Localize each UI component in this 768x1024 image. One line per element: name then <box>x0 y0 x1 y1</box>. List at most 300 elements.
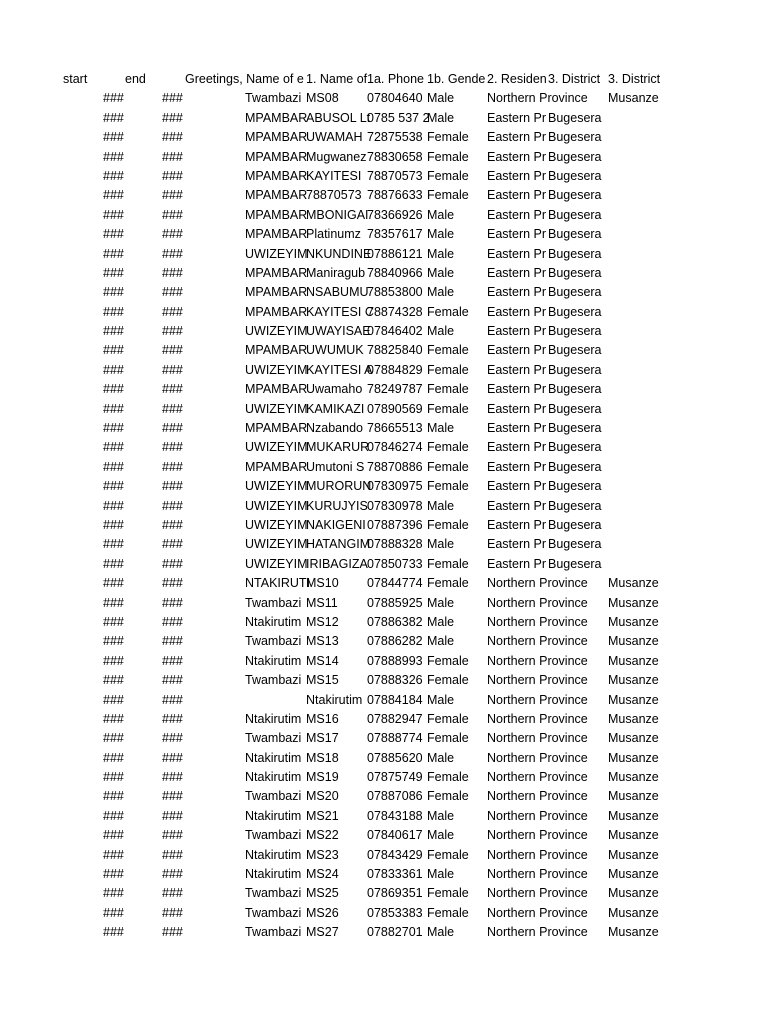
cell-start[interactable]: ### <box>103 847 124 862</box>
cell-district[interactable]: Musanze <box>608 789 659 804</box>
cell-start[interactable]: ### <box>103 905 124 920</box>
cell-start[interactable]: ### <box>103 362 124 377</box>
cell-name-2[interactable]: Ntakirutim <box>306 692 363 707</box>
cell-district[interactable]: Musanze <box>608 808 659 823</box>
cell-gender[interactable]: Male <box>427 324 455 339</box>
cell-start[interactable]: ### <box>103 789 124 804</box>
cell-name[interactable]: MPAMBAR <box>245 130 308 145</box>
cell-district[interactable]: Musanze <box>608 595 659 610</box>
cell-end[interactable]: ### <box>162 925 183 940</box>
cell-end[interactable]: ### <box>162 750 183 765</box>
cell-name-2[interactable]: KURUJYIS <box>306 498 368 513</box>
cell-residence[interactable]: Northern Province <box>487 808 588 823</box>
cell-end[interactable]: ### <box>162 130 183 145</box>
cell-gender[interactable]: Male <box>427 537 455 552</box>
cell-end[interactable]: ### <box>162 110 183 125</box>
cell-name[interactable]: UWIZEYIM <box>245 324 308 339</box>
header-start[interactable]: start <box>63 72 88 86</box>
cell-end[interactable]: ### <box>162 265 183 280</box>
cell-name[interactable]: Twambazi <box>245 634 302 649</box>
cell-start[interactable]: ### <box>103 304 124 319</box>
cell-gender[interactable]: Female <box>427 401 469 416</box>
cell-district[interactable]: Bugesera <box>548 130 602 145</box>
cell-end[interactable]: ### <box>162 537 183 552</box>
cell-start[interactable]: ### <box>103 130 124 145</box>
cell-name[interactable]: Ntakirutim <box>245 808 302 823</box>
cell-name-2[interactable]: MS15 <box>306 673 339 688</box>
cell-end[interactable]: ### <box>162 614 183 629</box>
cell-residence[interactable]: Northern Province <box>487 867 588 882</box>
cell-name-2[interactable]: MS16 <box>306 711 339 726</box>
cell-phone[interactable]: 78825840 <box>367 343 423 358</box>
cell-district[interactable]: Bugesera <box>548 343 602 358</box>
cell-district[interactable]: Musanze <box>608 770 659 785</box>
cell-residence[interactable]: Eastern Pr <box>487 265 547 280</box>
cell-name-2[interactable]: MS24 <box>306 867 339 882</box>
cell-end[interactable]: ### <box>162 673 183 688</box>
cell-gender[interactable]: Male <box>427 498 455 513</box>
cell-name-2[interactable]: KAMIKAZI <box>306 401 365 416</box>
cell-district[interactable]: Bugesera <box>548 498 602 513</box>
cell-phone[interactable]: 07846274 <box>367 440 423 455</box>
cell-phone[interactable]: 78870573 <box>367 168 423 183</box>
cell-district[interactable]: Bugesera <box>548 265 602 280</box>
cell-gender[interactable]: Male <box>427 692 455 707</box>
cell-start[interactable]: ### <box>103 421 124 436</box>
cell-gender[interactable]: Female <box>427 168 469 183</box>
cell-gender[interactable]: Male <box>427 634 455 649</box>
cell-end[interactable]: ### <box>162 188 183 203</box>
cell-phone[interactable]: 78874328 <box>367 304 423 319</box>
cell-district[interactable]: Musanze <box>608 614 659 629</box>
cell-name[interactable]: UWIZEYIM <box>245 498 308 513</box>
cell-district[interactable]: Bugesera <box>548 556 602 571</box>
cell-name-2[interactable]: MS12 <box>306 614 339 629</box>
cell-district[interactable]: Bugesera <box>548 285 602 300</box>
cell-name-2[interactable]: HATANGIM <box>306 537 371 552</box>
cell-gender[interactable]: Female <box>427 905 469 920</box>
cell-phone[interactable]: 78853800 <box>367 285 423 300</box>
cell-residence[interactable]: Eastern Pr <box>487 227 547 242</box>
cell-start[interactable]: ### <box>103 808 124 823</box>
cell-name-2[interactable]: UWUMUK <box>306 343 364 358</box>
cell-phone[interactable]: 07886382 <box>367 614 423 629</box>
cell-end[interactable]: ### <box>162 479 183 494</box>
cell-gender[interactable]: Female <box>427 459 469 474</box>
cell-name[interactable]: MPAMBAR <box>245 285 308 300</box>
cell-gender[interactable]: Female <box>427 556 469 571</box>
cell-end[interactable]: ### <box>162 459 183 474</box>
cell-name-2[interactable]: MS17 <box>306 731 339 746</box>
cell-phone[interactable]: 07840617 <box>367 828 423 843</box>
cell-residence[interactable]: Eastern Pr <box>487 324 547 339</box>
cell-name[interactable]: Twambazi <box>245 673 302 688</box>
cell-name[interactable]: UWIZEYIM <box>245 479 308 494</box>
cell-name[interactable]: MPAMBAR <box>245 382 308 397</box>
cell-district[interactable]: Musanze <box>608 634 659 649</box>
cell-phone[interactable]: 78840966 <box>367 265 423 280</box>
cell-phone[interactable]: 78876633 <box>367 188 423 203</box>
cell-name-2[interactable]: Umutoni S <box>306 459 365 474</box>
cell-name[interactable]: MPAMBAR <box>245 149 308 164</box>
cell-district[interactable]: Musanze <box>608 673 659 688</box>
cell-phone[interactable]: 07843188 <box>367 808 423 823</box>
cell-phone[interactable]: 07888993 <box>367 653 423 668</box>
cell-end[interactable]: ### <box>162 789 183 804</box>
cell-gender[interactable]: Female <box>427 304 469 319</box>
cell-phone[interactable]: 07887086 <box>367 789 423 804</box>
cell-name[interactable]: Twambazi <box>245 905 302 920</box>
cell-start[interactable]: ### <box>103 925 124 940</box>
cell-end[interactable]: ### <box>162 595 183 610</box>
cell-end[interactable]: ### <box>162 149 183 164</box>
cell-district[interactable]: Bugesera <box>548 324 602 339</box>
cell-district[interactable]: Bugesera <box>548 421 602 436</box>
cell-residence[interactable]: Eastern Pr <box>487 440 547 455</box>
cell-start[interactable]: ### <box>103 576 124 591</box>
header-end[interactable]: end <box>125 72 146 86</box>
cell-gender[interactable]: Male <box>427 91 455 106</box>
cell-start[interactable]: ### <box>103 556 124 571</box>
cell-residence[interactable]: Eastern Pr <box>487 168 547 183</box>
cell-phone[interactable]: 07885925 <box>367 595 423 610</box>
cell-residence[interactable]: Eastern Pr <box>487 382 547 397</box>
cell-district[interactable]: Bugesera <box>548 188 602 203</box>
cell-name-2[interactable]: NKUNDINE <box>306 246 372 261</box>
cell-name-2[interactable]: MS20 <box>306 789 339 804</box>
cell-end[interactable]: ### <box>162 653 183 668</box>
cell-end[interactable]: ### <box>162 168 183 183</box>
cell-start[interactable]: ### <box>103 750 124 765</box>
cell-name-2[interactable]: KAYITESI C <box>306 304 374 319</box>
cell-name-2[interactable]: MS08 <box>306 91 339 106</box>
cell-gender[interactable]: Male <box>427 285 455 300</box>
cell-name-2[interactable]: Mugwanez <box>306 149 367 164</box>
cell-start[interactable]: ### <box>103 479 124 494</box>
cell-gender[interactable]: Female <box>427 188 469 203</box>
cell-residence[interactable]: Eastern Pr <box>487 304 547 319</box>
cell-name-2[interactable]: Uwamaho <box>306 382 363 397</box>
cell-start[interactable]: ### <box>103 517 124 532</box>
cell-residence[interactable]: Northern Province <box>487 673 588 688</box>
cell-name[interactable]: Twambazi <box>245 886 302 901</box>
cell-phone[interactable]: 07853383 <box>367 905 423 920</box>
cell-name[interactable]: Ntakirutim <box>245 750 302 765</box>
cell-district[interactable]: Bugesera <box>548 110 602 125</box>
cell-name[interactable]: MPAMBAR <box>245 188 308 203</box>
cell-name-2[interactable]: ABUSOL Lt <box>306 110 371 125</box>
cell-residence[interactable]: Northern Province <box>487 731 588 746</box>
cell-end[interactable]: ### <box>162 770 183 785</box>
cell-phone[interactable]: 07850733 <box>367 556 423 571</box>
cell-name[interactable]: Twambazi <box>245 731 302 746</box>
cell-end[interactable]: ### <box>162 207 183 222</box>
cell-gender[interactable]: Female <box>427 673 469 688</box>
cell-start[interactable]: ### <box>103 459 124 474</box>
cell-district[interactable]: Musanze <box>608 91 659 106</box>
cell-phone[interactable]: 07844774 <box>367 576 423 591</box>
cell-start[interactable]: ### <box>103 886 124 901</box>
cell-residence[interactable]: Eastern Pr <box>487 343 547 358</box>
cell-name[interactable]: UWIZEYIM <box>245 440 308 455</box>
cell-phone[interactable]: 07804640 <box>367 91 423 106</box>
cell-district[interactable]: Bugesera <box>548 207 602 222</box>
cell-phone[interactable]: 07886121 <box>367 246 423 261</box>
cell-gender[interactable]: Male <box>427 808 455 823</box>
cell-gender[interactable]: Female <box>427 847 469 862</box>
cell-name[interactable]: MPAMBAR <box>245 343 308 358</box>
cell-name[interactable]: MPAMBAR <box>245 459 308 474</box>
cell-residence[interactable]: Eastern Pr <box>487 207 547 222</box>
cell-name[interactable]: MPAMBAR <box>245 421 308 436</box>
cell-name[interactable]: MPAMBAR <box>245 110 308 125</box>
cell-phone[interactable]: 07887396 <box>367 517 423 532</box>
cell-end[interactable]: ### <box>162 692 183 707</box>
header-name-of[interactable]: 1. Name of <box>306 72 368 86</box>
cell-gender[interactable]: Female <box>427 711 469 726</box>
cell-district[interactable]: Musanze <box>608 653 659 668</box>
cell-gender[interactable]: Female <box>427 130 469 145</box>
cell-residence[interactable]: Northern Province <box>487 770 588 785</box>
cell-end[interactable]: ### <box>162 847 183 862</box>
cell-phone[interactable]: 07833361 <box>367 867 423 882</box>
cell-end[interactable]: ### <box>162 517 183 532</box>
header-district-2[interactable]: 3. District <box>608 72 661 86</box>
cell-name[interactable]: MPAMBAR <box>245 304 308 319</box>
cell-residence[interactable]: Eastern Pr <box>487 517 547 532</box>
cell-end[interactable]: ### <box>162 421 183 436</box>
cell-start[interactable]: ### <box>103 343 124 358</box>
cell-residence[interactable]: Northern Province <box>487 828 588 843</box>
cell-district[interactable]: Bugesera <box>548 227 602 242</box>
cell-gender[interactable]: Female <box>427 440 469 455</box>
cell-district[interactable]: Bugesera <box>548 517 602 532</box>
cell-name-2[interactable]: IRIBAGIZA <box>306 556 368 571</box>
cell-end[interactable]: ### <box>162 828 183 843</box>
cell-gender[interactable]: Female <box>427 886 469 901</box>
cell-start[interactable]: ### <box>103 401 124 416</box>
cell-residence[interactable]: Eastern Pr <box>487 149 547 164</box>
cell-district[interactable]: Bugesera <box>548 168 602 183</box>
cell-phone[interactable]: 07882947 <box>367 711 423 726</box>
cell-end[interactable]: ### <box>162 867 183 882</box>
cell-start[interactable]: ### <box>103 246 124 261</box>
cell-name-2[interactable]: MS25 <box>306 886 339 901</box>
cell-district[interactable]: Bugesera <box>548 537 602 552</box>
cell-start[interactable]: ### <box>103 867 124 882</box>
cell-residence[interactable]: Eastern Pr <box>487 459 547 474</box>
cell-name[interactable]: Twambazi <box>245 595 302 610</box>
cell-end[interactable]: ### <box>162 343 183 358</box>
cell-name[interactable]: UWIZEYIM <box>245 556 308 571</box>
cell-residence[interactable]: Northern Province <box>487 692 588 707</box>
cell-end[interactable]: ### <box>162 711 183 726</box>
cell-name[interactable]: UWIZEYIM <box>245 362 308 377</box>
cell-district[interactable]: Musanze <box>608 828 659 843</box>
cell-residence[interactable]: Eastern Pr <box>487 498 547 513</box>
cell-name[interactable]: MPAMBAR <box>245 227 308 242</box>
cell-gender[interactable]: Female <box>427 382 469 397</box>
cell-end[interactable]: ### <box>162 285 183 300</box>
cell-name-2[interactable]: MURORUN <box>306 479 372 494</box>
cell-name-2[interactable]: MS14 <box>306 653 339 668</box>
cell-phone[interactable]: 07846402 <box>367 324 423 339</box>
cell-gender[interactable]: Male <box>427 265 455 280</box>
cell-phone[interactable]: 07886282 <box>367 634 423 649</box>
cell-name-2[interactable]: NAKIGENI <box>306 517 366 532</box>
cell-phone[interactable]: 78830658 <box>367 149 423 164</box>
cell-name-2[interactable]: 78870573 <box>306 188 362 203</box>
cell-name-2[interactable]: NSABUMU <box>306 285 369 300</box>
cell-name-2[interactable]: MS19 <box>306 770 339 785</box>
header-residence[interactable]: 2. Residen <box>487 72 547 86</box>
cell-gender[interactable]: Female <box>427 576 469 591</box>
cell-district[interactable]: Bugesera <box>548 459 602 474</box>
cell-end[interactable]: ### <box>162 304 183 319</box>
cell-name-2[interactable]: MS18 <box>306 750 339 765</box>
cell-end[interactable]: ### <box>162 382 183 397</box>
cell-residence[interactable]: Northern Province <box>487 905 588 920</box>
cell-name[interactable]: Twambazi <box>245 828 302 843</box>
cell-name[interactable]: UWIZEYIM <box>245 517 308 532</box>
cell-name[interactable]: Ntakirutim <box>245 614 302 629</box>
cell-end[interactable]: ### <box>162 905 183 920</box>
cell-name[interactable]: Ntakirutim <box>245 711 302 726</box>
cell-phone[interactable]: 78870886 <box>367 459 423 474</box>
cell-gender[interactable]: Female <box>427 789 469 804</box>
cell-gender[interactable]: Male <box>427 421 455 436</box>
cell-name[interactable]: Twambazi <box>245 925 302 940</box>
cell-residence[interactable]: Eastern Pr <box>487 421 547 436</box>
cell-start[interactable]: ### <box>103 770 124 785</box>
cell-name-2[interactable]: MS21 <box>306 808 339 823</box>
cell-start[interactable]: ### <box>103 614 124 629</box>
cell-phone[interactable]: 07888774 <box>367 731 423 746</box>
cell-residence[interactable]: Eastern Pr <box>487 188 547 203</box>
cell-gender[interactable]: Female <box>427 653 469 668</box>
cell-name[interactable]: UWIZEYIM <box>245 246 308 261</box>
cell-start[interactable]: ### <box>103 595 124 610</box>
cell-start[interactable]: ### <box>103 265 124 280</box>
cell-residence[interactable]: Eastern Pr <box>487 246 547 261</box>
cell-residence[interactable]: Eastern Pr <box>487 285 547 300</box>
cell-name[interactable]: UWIZEYIM <box>245 537 308 552</box>
header-greetings[interactable]: Greetings, Name of e <box>185 72 304 86</box>
cell-district[interactable]: Bugesera <box>548 479 602 494</box>
cell-name-2[interactable]: MS27 <box>306 925 339 940</box>
cell-district[interactable]: Musanze <box>608 886 659 901</box>
cell-name[interactable]: Ntakirutim <box>245 847 302 862</box>
cell-start[interactable]: ### <box>103 440 124 455</box>
cell-name[interactable]: Ntakirutim <box>245 867 302 882</box>
cell-phone[interactable]: 78665513 <box>367 421 423 436</box>
cell-phone[interactable]: 07888326 <box>367 673 423 688</box>
cell-gender[interactable]: Female <box>427 149 469 164</box>
cell-phone[interactable]: 07875749 <box>367 770 423 785</box>
cell-name[interactable]: Ntakirutim <box>245 770 302 785</box>
cell-name-2[interactable]: MS10 <box>306 576 339 591</box>
cell-district[interactable]: Bugesera <box>548 149 602 164</box>
cell-start[interactable]: ### <box>103 91 124 106</box>
cell-residence[interactable]: Eastern Pr <box>487 130 547 145</box>
header-district-1[interactable]: 3. District <box>548 72 601 86</box>
cell-residence[interactable]: Eastern Pr <box>487 556 547 571</box>
cell-end[interactable]: ### <box>162 498 183 513</box>
cell-start[interactable]: ### <box>103 711 124 726</box>
cell-gender[interactable]: Male <box>427 867 455 882</box>
cell-district[interactable]: Bugesera <box>548 440 602 455</box>
cell-residence[interactable]: Northern Province <box>487 653 588 668</box>
header-gender[interactable]: 1b. Gende <box>427 72 486 86</box>
cell-district[interactable]: Musanze <box>608 576 659 591</box>
cell-name-2[interactable]: UWAMAH <box>306 130 363 145</box>
cell-name-2[interactable]: KAYITESI A <box>306 362 373 377</box>
cell-gender[interactable]: Male <box>427 925 455 940</box>
cell-district[interactable]: Musanze <box>608 905 659 920</box>
cell-district[interactable]: Musanze <box>608 847 659 862</box>
cell-name-2[interactable]: Platinumz <box>306 227 361 242</box>
cell-district[interactable]: Bugesera <box>548 246 602 261</box>
cell-phone[interactable]: 78366926 <box>367 207 423 222</box>
cell-end[interactable]: ### <box>162 227 183 242</box>
cell-gender[interactable]: Male <box>427 828 455 843</box>
cell-name-2[interactable]: MUKARUR <box>306 440 370 455</box>
cell-name-2[interactable]: MS26 <box>306 905 339 920</box>
cell-end[interactable]: ### <box>162 440 183 455</box>
cell-gender[interactable]: Female <box>427 362 469 377</box>
cell-name-2[interactable]: MS11 <box>306 595 338 610</box>
cell-gender[interactable]: Female <box>427 343 469 358</box>
cell-district[interactable]: Bugesera <box>548 401 602 416</box>
cell-gender[interactable]: Male <box>427 207 455 222</box>
header-phone[interactable]: 1a. Phone <box>367 72 424 86</box>
cell-residence[interactable]: Eastern Pr <box>487 537 547 552</box>
cell-name[interactable]: MPAMBAR <box>245 265 308 280</box>
cell-residence[interactable]: Northern Province <box>487 91 588 106</box>
cell-residence[interactable]: Northern Province <box>487 595 588 610</box>
cell-residence[interactable]: Northern Province <box>487 789 588 804</box>
cell-start[interactable]: ### <box>103 537 124 552</box>
cell-phone[interactable]: 07882701 <box>367 925 423 940</box>
cell-start[interactable]: ### <box>103 828 124 843</box>
cell-end[interactable]: ### <box>162 401 183 416</box>
cell-name-2[interactable]: MS22 <box>306 828 339 843</box>
cell-name[interactable]: NTAKIRUTI <box>245 576 311 591</box>
cell-end[interactable]: ### <box>162 246 183 261</box>
cell-name[interactable]: Ntakirutim <box>245 653 302 668</box>
cell-start[interactable]: ### <box>103 188 124 203</box>
cell-end[interactable]: ### <box>162 324 183 339</box>
cell-start[interactable]: ### <box>103 207 124 222</box>
cell-name-2[interactable]: Nzabando <box>306 421 363 436</box>
cell-residence[interactable]: Northern Province <box>487 634 588 649</box>
cell-name-2[interactable]: UWAYISAE <box>306 324 371 339</box>
cell-gender[interactable]: Female <box>427 731 469 746</box>
cell-start[interactable]: ### <box>103 653 124 668</box>
cell-phone[interactable]: 78249787 <box>367 382 423 397</box>
cell-name[interactable]: MPAMBAR <box>245 168 308 183</box>
cell-start[interactable]: ### <box>103 110 124 125</box>
cell-start[interactable]: ### <box>103 634 124 649</box>
cell-phone[interactable]: 07890569 <box>367 401 423 416</box>
cell-end[interactable]: ### <box>162 634 183 649</box>
cell-start[interactable]: ### <box>103 382 124 397</box>
cell-gender[interactable]: Male <box>427 246 455 261</box>
cell-gender[interactable]: Female <box>427 517 469 532</box>
cell-residence[interactable]: Northern Province <box>487 576 588 591</box>
cell-district[interactable]: Musanze <box>608 711 659 726</box>
cell-start[interactable]: ### <box>103 149 124 164</box>
